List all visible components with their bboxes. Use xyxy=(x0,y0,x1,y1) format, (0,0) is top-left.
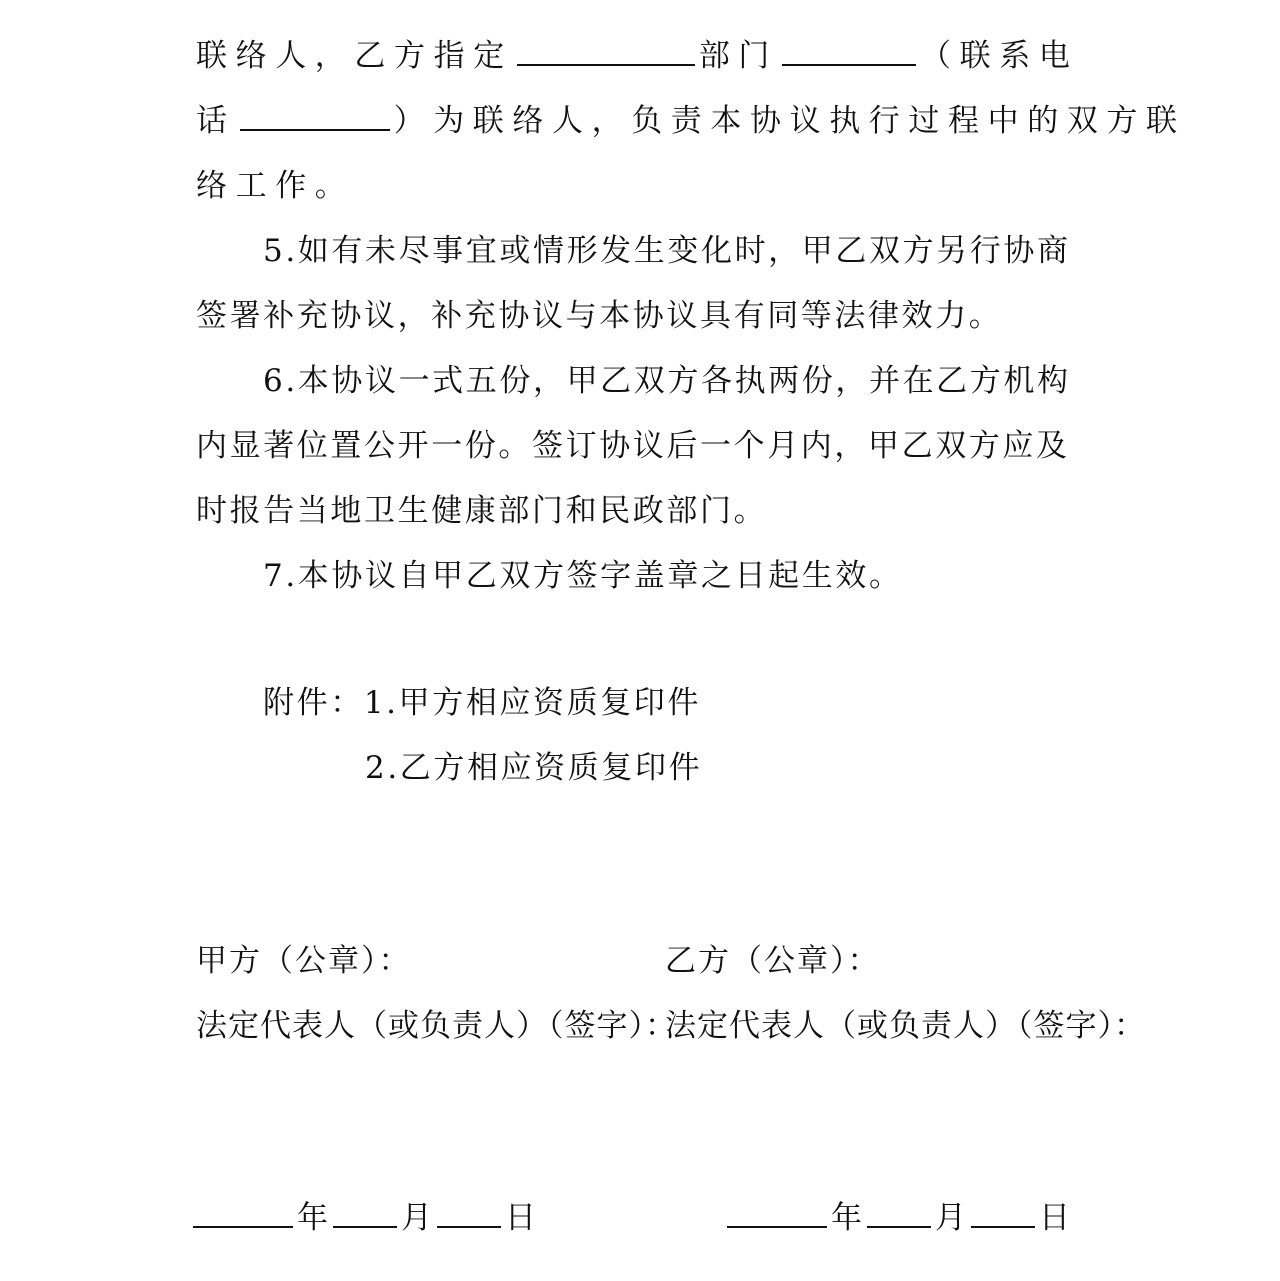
party-a-rep-text: 法定代表人（或负责人）（签字）： xyxy=(196,1008,677,1044)
party-b-month-label: 月 xyxy=(935,1200,967,1236)
clause5-text-1: 5.如有未尽事宜或情形发生变化时，甲乙双方另行协商 xyxy=(263,233,1071,269)
clause5-line1 xyxy=(263,231,1071,271)
party-a-date-line xyxy=(193,1198,537,1238)
party-b-representative-label xyxy=(665,1006,1146,1046)
party-a-day-blank xyxy=(437,1198,501,1228)
clause4-text-e: ）为联络人，负责本协议执行过程中的双方联 xyxy=(393,103,1186,139)
party-b-year-blank xyxy=(727,1198,827,1228)
clause4-text-d: 话 xyxy=(196,103,236,139)
clause6-line2 xyxy=(196,426,1070,466)
clause4-text-b: 部门 xyxy=(698,38,779,74)
party-a-month-label: 月 xyxy=(401,1200,433,1236)
party-b-year-label: 年 xyxy=(831,1200,863,1236)
party-b-seal-label xyxy=(665,941,881,981)
attachment-item-2 xyxy=(365,748,702,788)
party-b-date-line xyxy=(727,1198,1071,1238)
party-a-year-label: 年 xyxy=(297,1200,329,1236)
party-a-representative-label xyxy=(196,1006,677,1046)
party-b-seal-text: 乙方（公章）： xyxy=(665,943,881,979)
party-b-rep-text: 法定代表人（或负责人）（签字）： xyxy=(665,1008,1146,1044)
party-a-seal-text: 甲方（公章）： xyxy=(196,943,412,979)
clause4-line2 xyxy=(196,101,1186,141)
clause6-text-1: 6.本协议一式五份，甲乙双方各执两份，并在乙方机构 xyxy=(263,363,1071,399)
attachment-item-1-text: 1.甲方相应资质复印件 xyxy=(363,685,701,721)
clause4-text-f: 络工作。 xyxy=(196,168,355,204)
party-b-day-blank xyxy=(971,1198,1035,1228)
clause6-line1 xyxy=(263,361,1071,401)
party-a-year-blank xyxy=(193,1198,293,1228)
party-a-day-label: 日 xyxy=(505,1200,537,1236)
clause4-text-c: （联系电 xyxy=(920,38,1079,74)
clause6-text-3: 时报告当地卫生健康部门和民政部门。 xyxy=(196,493,768,529)
clause4-line1 xyxy=(196,36,1078,76)
clause7-text-1: 7.本协议自甲乙双方签字盖章之日起生效。 xyxy=(263,558,903,594)
department-name-blank xyxy=(517,36,695,66)
phone-number-blank xyxy=(240,101,390,131)
clause7-line1 xyxy=(263,556,903,596)
attachment-item-1 xyxy=(263,683,701,723)
clause4-text-a: 联络人，乙方指定 xyxy=(196,38,513,74)
clause5-text-2: 签署补充协议，补充协议与本协议具有同等法律效力。 xyxy=(196,298,1003,334)
clause6-line3 xyxy=(196,491,767,531)
clause6-text-2: 内显著位置公开一份。签订协议后一个月内，甲乙双方应及 xyxy=(196,428,1070,464)
party-b-month-blank xyxy=(867,1198,931,1228)
attachment-label: 附件： xyxy=(263,685,364,721)
party-b-day-label: 日 xyxy=(1039,1200,1071,1236)
clause4-line3 xyxy=(196,166,354,206)
attachment-item-2-text: 2.乙方相应资质复印件 xyxy=(365,750,703,786)
party-a-month-blank xyxy=(333,1198,397,1228)
clause5-line2 xyxy=(196,296,1002,336)
party-a-seal-label xyxy=(196,941,412,981)
contact-person-blank xyxy=(782,36,916,66)
